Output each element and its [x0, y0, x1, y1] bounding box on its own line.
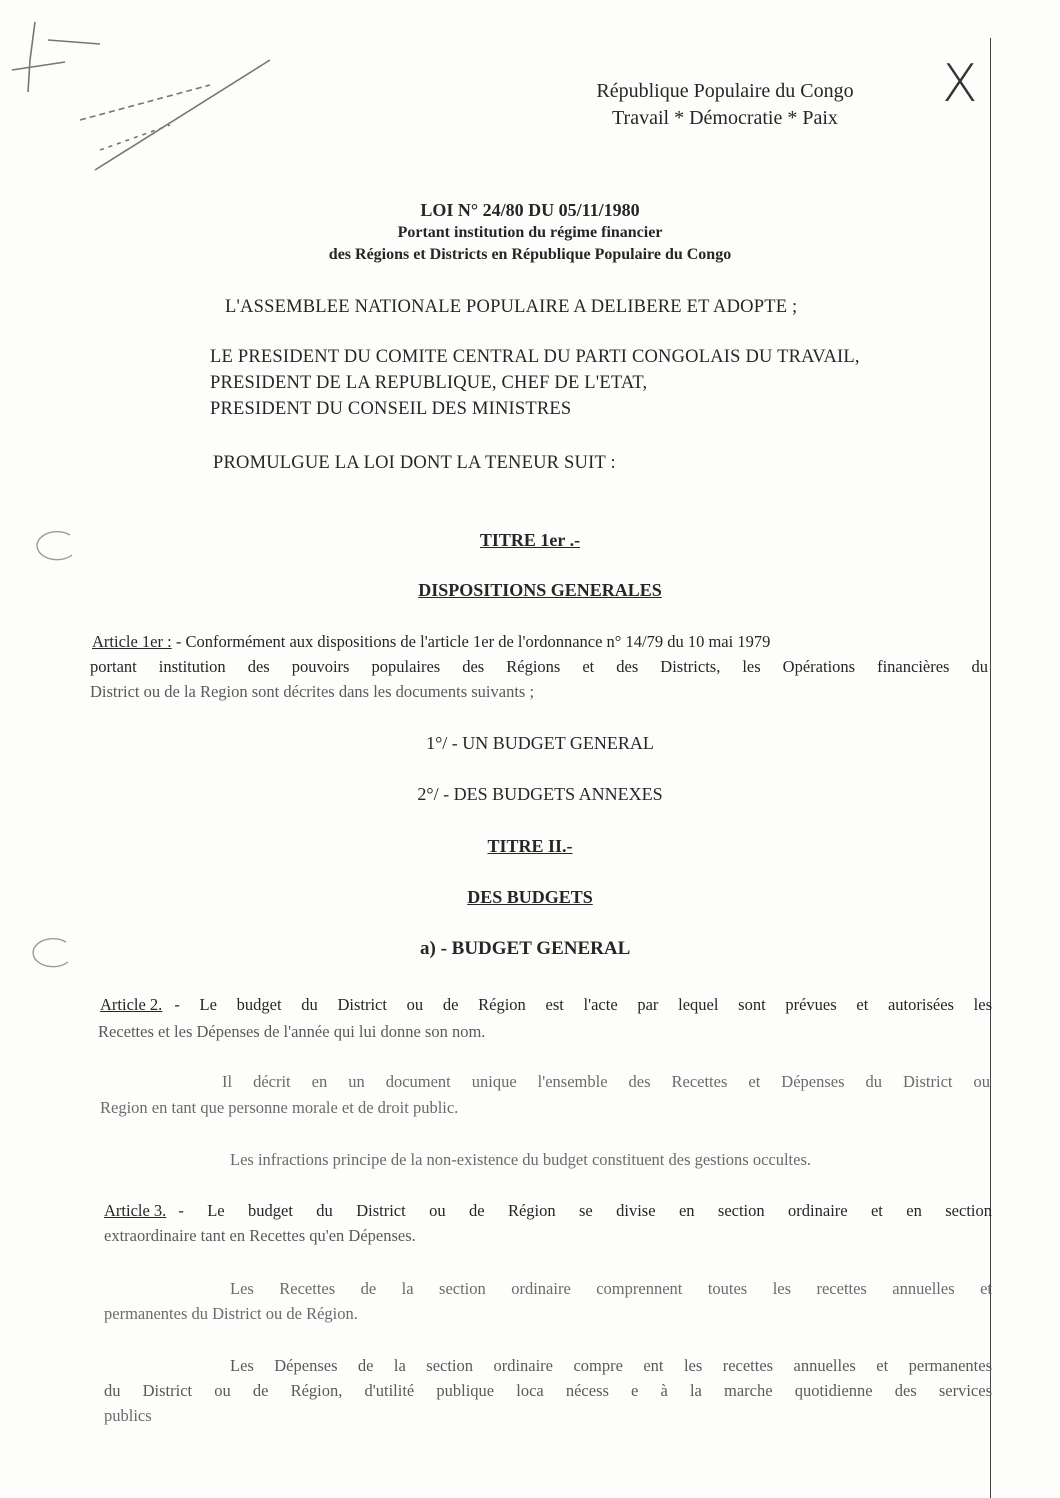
article-1-line-2: portant institution des pouvoirs populaires des Régions et des Districts, les Opérations financières du: [90, 657, 988, 676]
titre-1-heading: DISPOSITIONS GENERALES: [418, 580, 662, 600]
article-1-text-1: - Conformément aux dispositions de l'article 1er de l'ordonnance n° 14/79 du 10 mai 1979: [175, 632, 771, 651]
article-2-line-1: [100, 995, 992, 1015]
preamble-assembly: L'ASSEMBLEE NATIONALE POPULAIRE A DELIBERE ET ADOPTE ;: [225, 297, 798, 317]
handwritten-stamp: [12, 22, 270, 170]
article-1-item-2: 2°/ - DES BUDGETS ANNEXES: [417, 784, 663, 804]
preamble-president-1: LE PRESIDENT DU COMITE CENTRAL DU PARTI CONGOLAIS DU TRAVAIL,: [210, 347, 860, 367]
article-2-para-3: Les infractions principe de la non-existence du budget constituent des gestions occultes.: [230, 1150, 812, 1169]
titre-2-label: TITRE II.-: [487, 836, 573, 856]
section-a-text: a) - BUDGET GENERAL: [420, 938, 631, 959]
header-motto: Travail * Démocratie * Paix: [612, 107, 838, 129]
corner-mark: X: [942, 54, 978, 114]
article-2-text-1: - Le budget du District ou de Région est l'acte par lequel sont prévues et autorisées les: [174, 995, 992, 1014]
titre-1-label: TITRE 1er .-: [479, 530, 581, 550]
preamble-president-3: PRESIDENT DU CONSEIL DES MINISTRES: [210, 399, 572, 419]
article-2-line-2: Recettes et les Dépenses de l'année qui lui donne son nom.: [98, 1022, 486, 1041]
law-title: LOI N° 24/80 DU 05/11/1980: [420, 200, 640, 220]
header-country: République Populaire du Congo: [596, 80, 854, 102]
article-3-label: Article 3.: [104, 1201, 167, 1220]
article-2-label: Article 2.: [100, 995, 163, 1014]
punch-hole-marks: [33, 532, 72, 967]
article-3-line-2: extraordinaire tant en Recettes qu'en Dépenses.: [104, 1226, 416, 1245]
preamble-president-2: PRESIDENT DE LA REPUBLIQUE, CHEF DE L'ETAT,: [210, 373, 648, 393]
law-subtitle-2: des Régions et Districts en République Populaire du Congo: [328, 246, 732, 263]
article-3-para-3-line-2: du District ou de Région, d'utilité publique loca nécess e à la marche quotidienne des services: [104, 1381, 992, 1400]
article-1-line-3: District ou de la Region sont décrites dans les documents suivants ;: [90, 682, 535, 701]
article-1-line-1: [92, 632, 992, 652]
article-2-para-2-line-2: Region en tant que personne morale et de droit public.: [100, 1098, 459, 1117]
titre-2-section-a: [420, 938, 630, 960]
article-3-para-3-line-3: publics: [104, 1406, 152, 1425]
article-3-para-2-line-2: permanentes du District ou de Région.: [104, 1304, 358, 1323]
law-subtitle-1: Portant institution du régime financier: [397, 224, 663, 241]
article-3-line-1: [104, 1201, 992, 1221]
article-3-para-3-line-1: Les Dépenses de la section ordinaire compre ent les recettes annuelles et permanentes: [230, 1356, 992, 1375]
titre-2-heading: DES BUDGETS: [467, 887, 593, 907]
article-2-para-2-line-1: Il décrit en un document unique l'ensemble des Recettes et Dépenses du District ou: [222, 1072, 990, 1091]
article-1-label: Article 1er :: [92, 632, 172, 651]
article-3-para-2-line-1: Les Recettes de la section ordinaire comprennent toutes les recettes annuelles et: [230, 1279, 992, 1298]
preamble-promulgation: PROMULGUE LA LOI DONT LA TENEUR SUIT :: [213, 453, 616, 473]
article-3-text-1: - Le budget du District ou de Région se divise en section ordinaire et en section: [178, 1201, 992, 1220]
article-1-item-1: 1°/ - UN BUDGET GENERAL: [426, 733, 654, 753]
